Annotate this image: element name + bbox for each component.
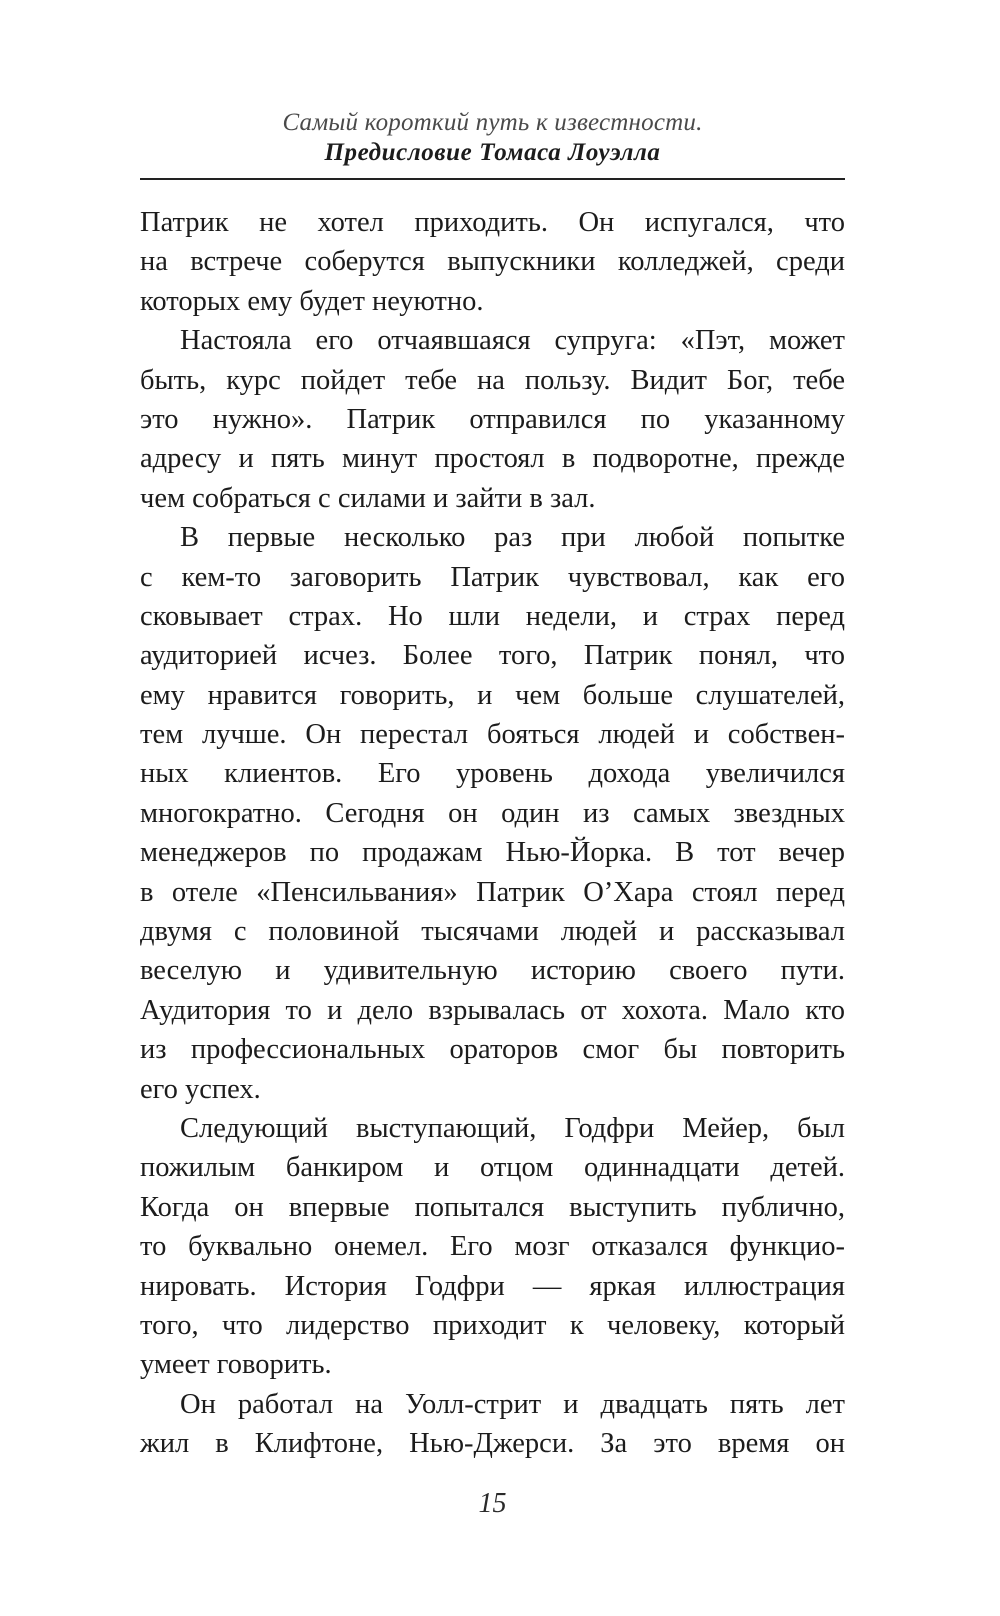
running-head-subtitle: Предисловие Томаса Лоуэлла xyxy=(324,139,661,166)
text-line: с кем-то заговорить Патрик чувствовал, как его xyxy=(140,561,845,593)
text-line: быть, курс пойдет тебе на пользу. Видит Бог, тебе xyxy=(140,364,845,396)
text-line: в отеле «Пенсильвания» Патрик О’Хара стоял перед xyxy=(140,876,845,908)
text-line: чем собраться с силами и зайти в зал. xyxy=(140,482,596,514)
body-text xyxy=(140,203,845,1464)
text-line: тем лучше. Он перестал бояться людей и собствен- xyxy=(140,719,845,751)
text-line: умеет говорить. xyxy=(140,1349,332,1381)
text-line: из профессиональных ораторов смог бы повторить xyxy=(140,1034,845,1066)
text-line: Патрик не хотел приходить. Он испугался, что xyxy=(140,207,845,238)
text-line: нировать. История Годфри — яркая иллюстрация xyxy=(140,1270,845,1302)
text-line: веселую и удивительную историю своего пути. xyxy=(140,955,845,987)
text-line: ных клиентов. Его уровень дохода увеличился xyxy=(140,758,845,790)
text-line: его успех. xyxy=(140,1073,261,1105)
text-line: ему нравится говорить, и чем больше слушателей, xyxy=(140,679,845,711)
text-line: Он работал на Уолл-стрит и двадцать пять лет xyxy=(180,1388,845,1420)
text-line: которых ему будет неуютно. xyxy=(140,285,484,317)
text-line: жил в Клифтоне, Нью-Джерси. За это время он xyxy=(140,1428,845,1460)
text-line: того, что лидерство приходит к человеку, который xyxy=(140,1309,845,1341)
text-line: Следующий выступающий, Годфри Мейер, был xyxy=(180,1112,845,1144)
page-number: 15 xyxy=(478,1488,507,1519)
text-line: то буквально онемел. Его мозг отказался функцио- xyxy=(140,1231,845,1263)
text-line: двумя с половиной тысячами людей и рассказывал xyxy=(140,916,845,948)
text-line: Аудитория то и дело взрывалась от хохота. Мало кто xyxy=(140,994,845,1026)
text-line: Когда он впервые попытался выступить публично, xyxy=(140,1191,845,1223)
text-line: это нужно». Патрик отправился по указанному xyxy=(140,403,845,435)
text-line: пожилым банкиром и отцом одиннадцати детей. xyxy=(140,1152,845,1184)
text-line: сковывает страх. Но шли недели, и страх перед xyxy=(140,600,845,632)
text-line: В первые несколько раз при любой попытке xyxy=(180,522,845,554)
text-line: на встрече соберутся выпускники колледжей, среди xyxy=(140,246,845,278)
text-line: адресу и пять минут простоял в подворотне, прежде xyxy=(140,443,845,475)
running-head-title: Самый короткий путь к известности. xyxy=(282,109,703,136)
text-line: аудиторией исчез. Более того, Патрик понял, что xyxy=(140,640,845,672)
text-line: Настояла его отчаявшаяся супруга: «Пэт, может xyxy=(180,325,845,357)
text-line: многократно. Сегодня он один из самых звездных xyxy=(140,797,845,829)
header-rule xyxy=(140,178,845,180)
text-line: менеджеров по продажам Нью-Йорка. В тот вечер xyxy=(140,837,845,869)
